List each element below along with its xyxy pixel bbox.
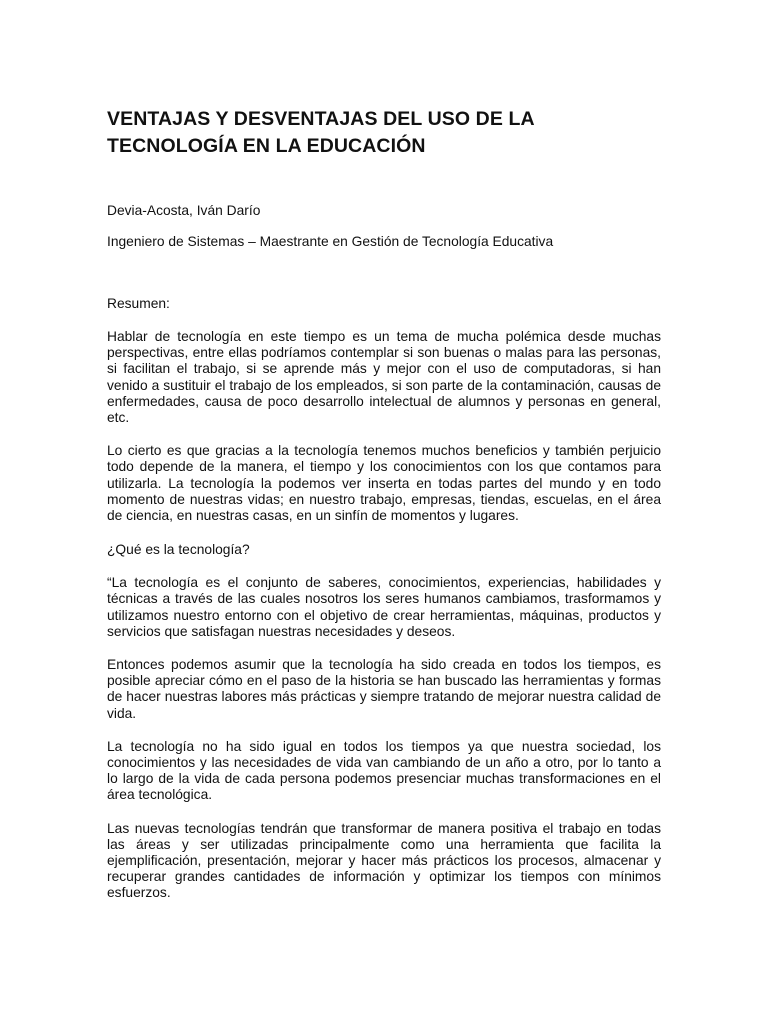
paragraph-definition: “La tecnología es el conjunto de saberes, conocimientos, experiencias, habilidades y técnicas a través de las cuales nosotros los seres humanos cambiamos, trasformamos y utilizamos nuestro entorno con el objetivo de crear herramientas, máquinas, productos y servicios que satisfagan nuestras necesidades y deseos. [107, 575, 661, 639]
document-content [107, 106, 661, 902]
section-question: ¿Qué es la tecnología? [107, 542, 250, 558]
paragraph-history: Entonces podemos asumir que la tecnología ha sido creada en todos los tiempos, es posible apreciar cómo en el paso de la historia se han buscado las herramientas y formas de hacer nuestras labores más prácticas y siempre tratando de mejorar nuestra calidad de vida. [107, 657, 661, 721]
paragraph-benefits: Lo cierto es que gracias a la tecnología tenemos muchos beneficios y también perjuicio todo depende de la manera, el tiempo y los conocimientos con los que contamos para utilizarla. La tecnología la podemos ver inserta en todas partes del mundo y en todo momento de nuestras vidas; en nuestro trabajo, empresas, tiendas, escuelas, en el área de ciencia, en nuestras casas, en un sinfín de momentos y lugares. [107, 443, 661, 524]
author-affiliation: Ingeniero de Sistemas – Maestrante en Gestión de Tecnología Educativa [107, 234, 554, 249]
paragraph-change: La tecnología no ha sido igual en todos los tiempos ya que nuestra sociedad, los conocimientos y las necesidades de vida van cambiando de un año a otro, por lo tanto a lo largo de la vida de cada persona podemos presenciar muchas transformaciones en el área tecnológica. [107, 738, 661, 803]
author-name: Devia-Acosta, Iván Darío [107, 203, 261, 218]
document-title: VENTAJAS Y DESVENTAJAS DEL USO DE LA TECNOLOGÍA EN LA EDUCACIÓN [107, 108, 534, 157]
paragraph-intro: Hablar de tecnología en este tiempo es un tema de mucha polémica desde muchas perspectivas, entre ellas podríamos contemplar si son buenas o malas para las personas, si facilitan el trabajo, si se aprende más y mejor con el uso de computadoras, si han venido a sustituir el trabajo de los empleados, si son parte de la contaminación, causas de enfermedades, causa de poco desarrollo intelectual de alumnos y personas en general, etc. [107, 329, 661, 426]
abstract-label: Resumen: [107, 296, 170, 311]
paragraph-new-technologies: Las nuevas tecnologías tendrán que transformar de manera positiva el trabajo en todas las áreas y ser utilizadas principalmente como una herramienta que facilita la ejemplificación, presentación, mejorar y hacer más prácticos los procesos, almacenar y recuperar grandes cantidades de información y optimizar los tiempos con mínimos esfuerzos. [107, 820, 661, 901]
